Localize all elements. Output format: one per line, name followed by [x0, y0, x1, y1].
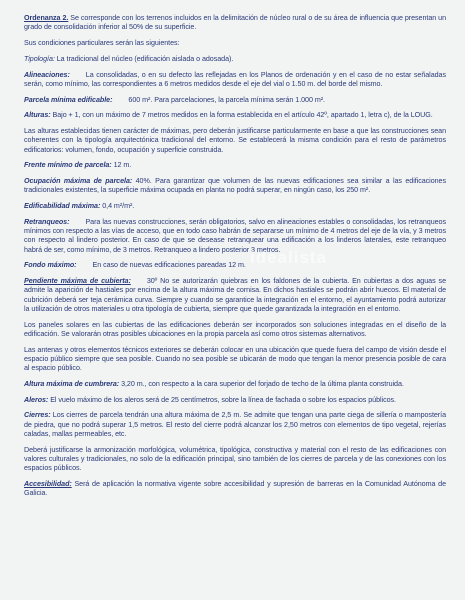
cierres-text: Los cierres de parcela tendrán una altura máxima de 2,5 m. Se admite que tengan una parte ciega de sillería o mampostería de piedra, que no podrá superar 1,5 metros. El resto del cierre podrá alcanzar los 2,50 metros con elementos de tipo vegetal, rejerías caladas, mallas permeables, etc.: [24, 411, 446, 438]
paragraph-tipologia: [24, 55, 446, 64]
frente-minimo-label: Frente mínimo de parcela:: [24, 161, 112, 170]
paragraph-cierres: [24, 411, 446, 439]
ordenanza-label: Ordenanza 2.: [24, 14, 69, 22]
parcela-minima-label: Parcela mínima edificable:: [24, 95, 113, 104]
paragraph-fondo-maximo: [24, 261, 446, 270]
paragraph-cumbrera: [24, 380, 446, 389]
edificabilidad-label: Edificabilidad máxima:: [24, 202, 101, 211]
alineaciones-label: Alineaciones:: [24, 70, 70, 79]
paragraph-retranqueos: [24, 218, 446, 255]
aleros-label: Aleros:: [24, 395, 49, 404]
accesibilidad-label: Accesibilidad:: [24, 479, 72, 488]
paragraph-parcela-minima: [24, 96, 446, 105]
alineaciones-text: La consolidadas, o en su defecto las reflejadas en los Planos de ordenación y en el caso de no estar señaladas serán, como mínimo, las correspondientes a 6 metros medidos desde el eje del vial o 1.50 m. del borde del mismo.: [24, 70, 446, 88]
armonizacion-text: Deberá justificarse la armonización morfológica, volumétrica, tipológica, constructiva y material con el resto de las edificaciones con valores culturales y tradicionales, no solo de la edificación principal, sino también de los cierres de parcela y de las conexiones con los espacios públicos.: [24, 445, 446, 472]
retranqueos-label: Retranqueos:: [24, 217, 70, 226]
aleros-text: El vuelo máximo de los aleros será de 25 centímetros, sobre la línea de fachada o sobre los espacios públicos.: [48, 395, 396, 404]
accesibilidad-text: Será de aplicación la normativa vigente sobre accesibilidad y supresión de barreras en la Comunidad Autónoma de Galicia.: [24, 479, 446, 497]
paragraph-pendiente: [24, 277, 446, 314]
fondo-maximo-text: En caso de nuevas edificaciones pareadas 12 m.: [92, 261, 246, 270]
paragraph-alturas-detalle: [24, 127, 446, 155]
retranqueos-text: Para las nuevas construcciones, serán obligatorios, salvo en alineaciones estables o consolidadas, los retranqueos mínimos con respecto a las vías de acceso, que en todo caso habrán de separarse un mínimo de 4 metros del eje de la vía, y 3 metros con respecto al lindero posterior. En caso de que se desease retranquear una edificación a los linderos laterales, este retranqueo habrá de ser, como mínimo, de 3 metros. Retranqueo a lindero posterior 3 metros.: [24, 217, 446, 254]
paragraph-armonizacion: [24, 446, 446, 474]
ocupacion-label: Ocupación máxima de parcela:: [24, 177, 133, 186]
paragraph-intro: [24, 39, 446, 48]
ocupacion-text: 40%. Para garantizar que volumen de las nuevas edificaciones sea similar a las edificaciones tradicionales existentes, la superficie máxima ocupada en planta no podrá superar, en ningún caso, los 250 m².: [24, 177, 446, 195]
paragraph-ocupacion: [24, 177, 446, 195]
paragraph-accesibilidad: [24, 480, 446, 498]
paragraph-frente-minimo: [24, 161, 446, 170]
ordenanza-text: Se corresponde con los terrenos incluidos en la delimitación de núcleo rural o de su área de influencia que presentan un grado de consolidación inferior al 50% de su superficie.: [24, 14, 446, 32]
fondo-maximo-label: Fondo máximo:: [24, 261, 77, 270]
alturas-label: Alturas:: [24, 111, 51, 120]
edificabilidad-text: 0,4 m²/m².: [100, 202, 135, 211]
paragraph-antenas: [24, 346, 446, 374]
watermark-logo: idealista: [250, 248, 328, 267]
cumbrera-text: 3,20 m., con respecto a la cara superior del forjado de techo de la última planta construida.: [119, 379, 404, 388]
alturas-detalle-text: Las alturas establecidas tienen carácter de máximas, pero deberán justificarse particularmente en base a que las construcciones sean coherentes con la tipología arquitectónica tradicional del entorno. Se establecerá la misma condición para el resto de parámetros edificatorios: volumen, fondo, ocupación y superficie construida.: [24, 127, 446, 154]
frente-minimo-text: 12 m.: [111, 161, 132, 170]
antenas-text: Las antenas y otros elementos técnicos exteriores se deberán colocar en una ubicación que quede fuera del campo de visión desde el espacio público siempre que sea posible. Cuando no sea posible se ubicarán de modo que tengan la menor presencia posible de cara al espacio público.: [24, 345, 446, 372]
paragraph-aleros: [24, 396, 446, 405]
paragraph-alturas: [24, 111, 446, 120]
alturas-text: Bajo + 1, con un máximo de 7 metros medidos en la forma establecida en el artículo 42º, apartado 1, letra c), de la LOUG.: [50, 111, 433, 120]
intro-text: Sus condiciones particulares serán las siguientes:: [24, 39, 180, 47]
paragraph-paneles-solares: [24, 321, 446, 339]
paragraph-edificabilidad: [24, 202, 446, 211]
pendiente-label: Pendiente máxima de cubierta:: [24, 277, 131, 286]
paneles-solares-text: Los paneles solares en las cubiertas de las edificaciones deberán ser incorporados son soluciones integradas en el diseño de la edificación. Se valorarán otras posibles ubicaciones en la propia parcela así como otros sistemas alternativos.: [24, 320, 446, 338]
tipologia-text: La tradicional del núcleo (edificación aislada o adosada).: [54, 54, 234, 63]
parcela-minima-text: 600 m². Para parcelaciones, la parcela mínima serán 1.000 m².: [128, 95, 325, 104]
cumbrera-label: Altura máxima de cumbrera:: [24, 379, 120, 388]
paragraph-alineaciones: [24, 71, 446, 89]
cierres-label: Cierres:: [24, 411, 51, 420]
tipologia-label: Tipología:: [24, 54, 55, 63]
paragraph-ordenanza: [24, 14, 446, 32]
pendiente-text: 30º No se autorizarán quiebras en los faldones de la cubierta. En cubiertas a dos aguas se admite la aparición de hastiales por encima de la altura máxima de cornisa. En dichos hastiales se podrán abrir huecos. El material de cubrición deberá ser teja cerámica curva. Siempre y cuando se garantice la integración en el entorno, el ayuntamiento podrá autorizar la utilización de otros materiales u otra tipología de cubierta, siempre que quede garantizada la integración en el entorno.: [24, 277, 446, 313]
